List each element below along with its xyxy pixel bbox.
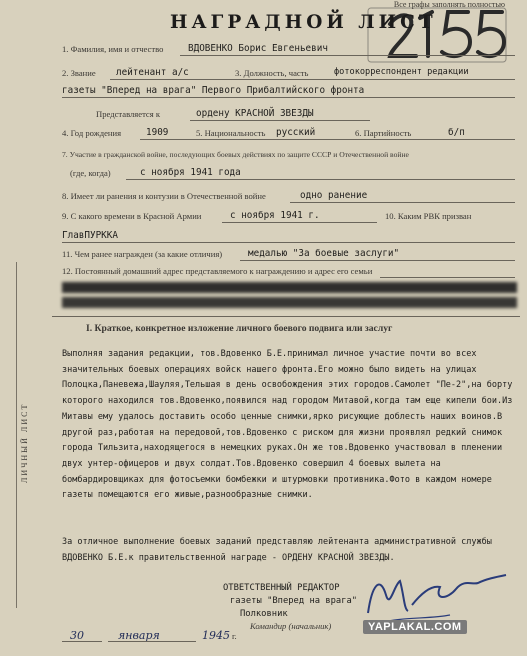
signature-line-2: газеты "Вперед на врага" — [230, 596, 358, 606]
field-7-label-cont: (где, когда) — [70, 168, 111, 178]
field-3-value-cont: газеты "Вперед на врага" Первого Прибалтийского фронта — [62, 85, 365, 96]
side-label: ЛИЧНЫЙ ЛИСТ — [20, 402, 29, 484]
redacted-address-line-1 — [62, 282, 517, 293]
signature-line-1: ОТВЕТСТВЕННЫЙ РЕДАКТОР — [223, 583, 340, 593]
signature-role: Командир (начальник) — [250, 621, 332, 631]
presented-label: Представляется к — [96, 109, 161, 119]
conclusion-paragraph: За отличное выполнение боевых заданий представляю лейтенанта административной службы ВДОВЕНКО Б.Е.к правительственной награде - ОРДЕНУ КРАСНОЙ ЗВЕЗДЫ. — [62, 537, 492, 563]
date-suffix: г. — [232, 631, 237, 641]
signature-line-3: Полковник — [240, 609, 288, 619]
field-5-value: русский — [276, 127, 316, 138]
field-8-label: 8. Имеет ли ранения и контузии в Отечественной войне — [62, 191, 266, 201]
field-11-label: 11. Чем ранее награжден (за какие отличия) — [62, 249, 223, 259]
field-2-label: 2. Звание — [62, 68, 96, 78]
section-heading: I. Краткое, конкретное изложение личного боевого подвига или заслуг — [86, 323, 393, 334]
site-watermark: YAPLAKAL.COM — [363, 620, 467, 634]
presented-value: ордену КРАСНОЙ ЗВЕЗДЫ — [196, 108, 314, 119]
field-5-label: 5. Национальность — [196, 128, 266, 138]
date-month: января — [118, 629, 160, 642]
date-year: 1945 — [202, 629, 230, 642]
field-3-value: фотокорреспондент редакции — [334, 67, 469, 77]
field-9-value: с ноября 1941 г. — [230, 210, 320, 221]
field-7-value: с ноября 1941 года — [140, 167, 241, 178]
instruction-note: Все графы заполнять полностью — [393, 0, 505, 9]
field-7-label: 7. Участие в гражданской войне, последующих боевых действиях по защите СССР и Отечественной войне — [62, 150, 409, 159]
field-4-label: 4. Год рождения — [62, 128, 122, 138]
section-divider — [52, 316, 520, 317]
document-title: НАГРАДНОЙ ЛИСТ — [170, 12, 437, 33]
field-4-value: 1909 — [146, 127, 169, 138]
margin-rule — [16, 262, 19, 608]
field-10-value: ГлавПУРККА — [62, 230, 118, 241]
field-10-label: 10. Каким РВК призван — [385, 211, 472, 221]
field-12-label: 12. Постоянный домашний адрес представляемого к награждению и адрес его семьи — [62, 266, 373, 276]
narrative-paragraph: Выполняя задания редакции, тов.Вдовенко Б.Е.принимал личное участие почти во всех значительных боевых операциях войск нашего фронта.Его можно было видеть на улицах Полоцка,Паневежа,Шауляя,Тельшая в день освобождения этих городов.Самолет "Пе-2",на борту которого находился тов.Вдовенко,появился над городом Митавой,когда там еще кипели бои.Из Митавы ему удалось доставить особо ценные снимки,ярко рисующие доблесть наших воинов.В другой раз,работая на передовой,тов.Вдовенко с риском для жизни проявлял редкий снимок города Тильзита,находящегося в немецких руках.Он же тов.Вдовенко участвовал в пленении двух унтер-офицеров и двух солдат.Тов.Вдовенко совершил 4 боевых вылета на бомбардировщиках для фотосъемки бомбежки и штурмовки противника.Фото в каждом номере газеты помещаются его живые,разнообразные снимки. — [62, 349, 513, 501]
field-11-value: медалью "За боевые заслуги" — [248, 248, 400, 259]
field-1-value: ВДОВЕНКО Борис Евгеньевич — [188, 43, 328, 54]
redacted-address-line-2 — [62, 297, 517, 308]
field-3-label: 3. Должность, часть — [235, 68, 309, 78]
field-9-label: 9. С какого времени в Красной Армии — [62, 211, 202, 221]
field-2-value: лейтенант а/с — [116, 67, 189, 78]
handwritten-signature — [360, 565, 510, 625]
date-day: 30 — [70, 629, 84, 642]
field-6-label: 6. Партийность — [355, 128, 412, 138]
field-1-label: 1. Фамилия, имя и отчество — [62, 44, 164, 54]
field-8-value: одно ранение — [300, 190, 368, 201]
field-6-value: б/п — [448, 127, 465, 138]
